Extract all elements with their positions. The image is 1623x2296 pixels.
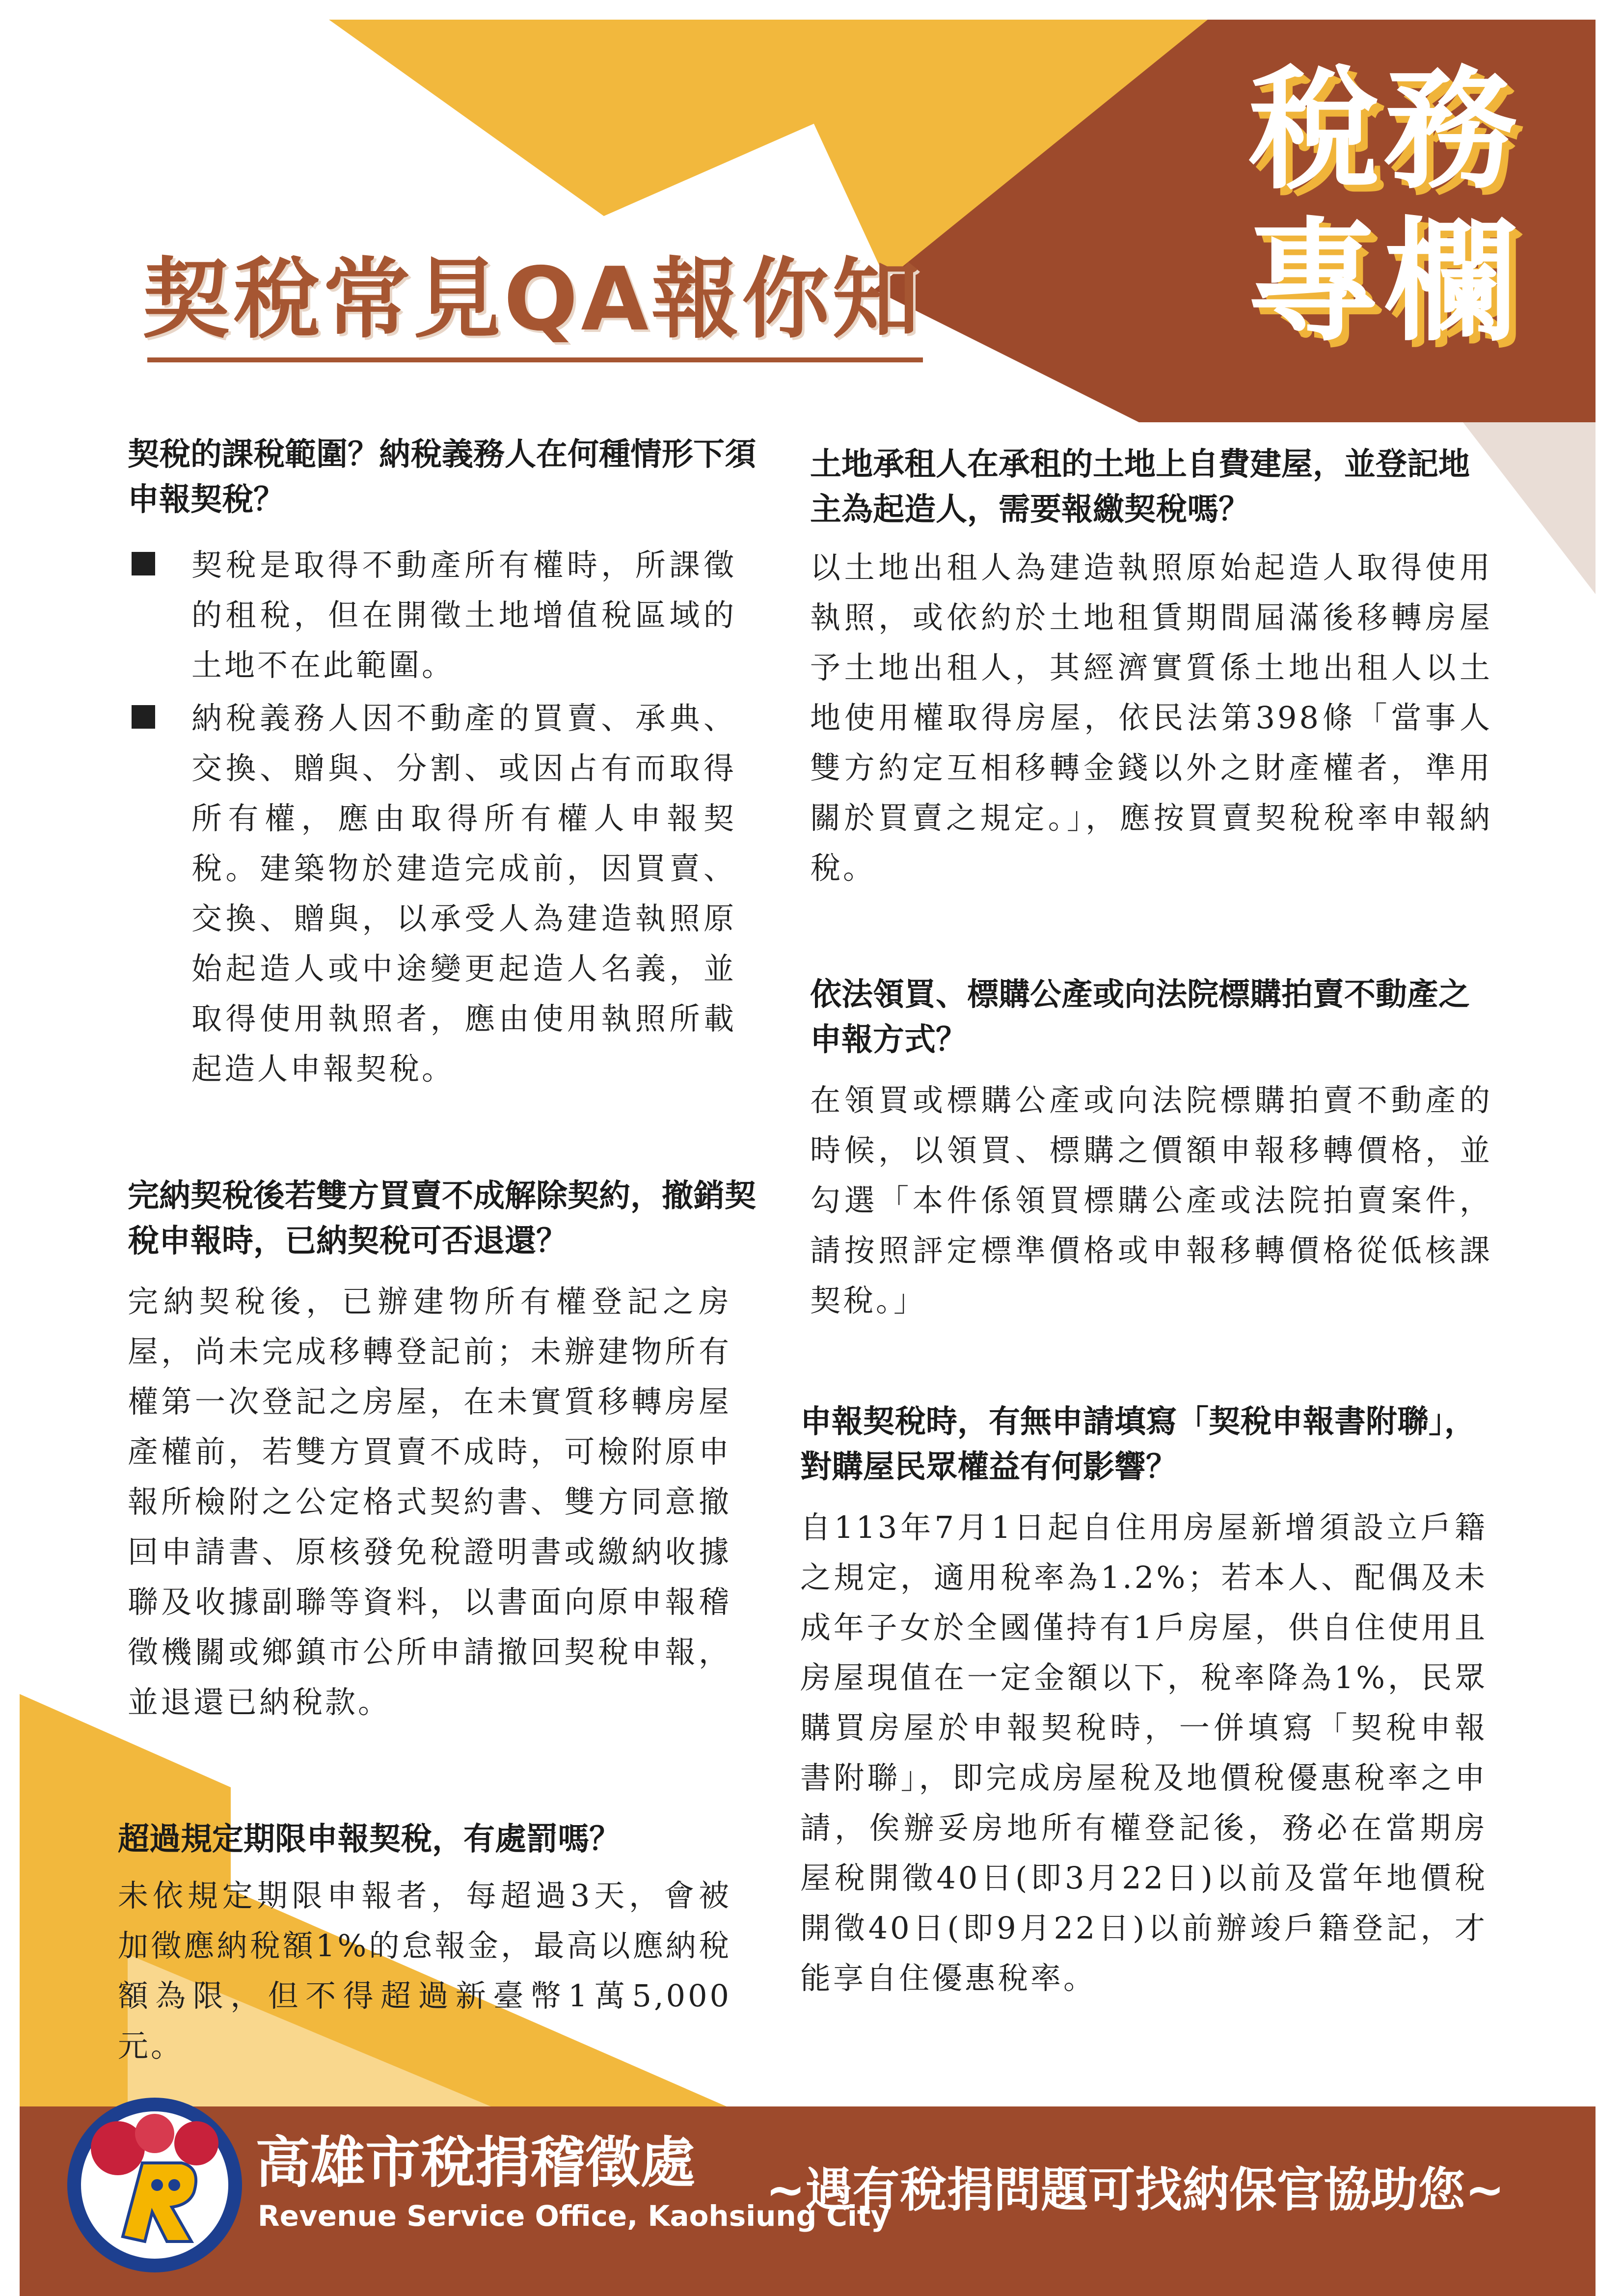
- scope-bullet-list: [128, 540, 736, 1097]
- question-public-auction: 依法領買、標購公產或向法院標購拍賣不動產之申報方式？: [810, 977, 1470, 1058]
- answer-public-auction: 在領買或標購公產或向法院標購拍賣不動產的時候，以領買、標購之價額申報移轉價格，並勾選「本件係領買標購公產或法院拍賣案件，請按照評定標準價格或申報移轉價格從低核課契稅。」: [810, 1082, 1492, 1318]
- office-name-english: Revenue Service Office, Kaohsiung City: [258, 2199, 890, 2233]
- square-bullet-icon: [132, 705, 155, 729]
- column-tag-line1: 稅務: [1247, 53, 1522, 207]
- list-item: [128, 693, 736, 1094]
- bullet-text: 納稅義務人因不動產的買賣、承典、交換、贈與、分割、或因占有而取得所有權，應由取得所有權人申報契稅。建築物於建造完成前，因買賣、交換、贈與，以承受人為建造執照原始起造人或中途變更起造人名義，並取得使用執照者，應由使用執照所載起造人申報契稅。: [191, 700, 736, 1087]
- question-penalty: 超過規定期限申報契稅，有處罰嗎？: [118, 1821, 621, 1858]
- column-tag-line2: 專欄: [1247, 205, 1522, 359]
- list-item: [128, 540, 736, 690]
- question-scope: 契稅的課稅範圍？納稅義務人在何種情形下須申報契稅？: [128, 437, 756, 518]
- column-tag: [1247, 54, 1600, 358]
- answer-attached-form: 自113年7月1日起自住用房屋新增須設立戶籍之規定，適用稅率為1.2%；若本人、配偶及未成年子女於全國僅持有1戶房屋，供自住使用且房屋現值在一定金額以下，稅率降為1%，民眾購買房屋於申報契稅時，一併填寫「契稅申報書附聯」，即完成房屋稅及地價稅優惠稅率之申請，俟辦妥房地所有權登記後，務必在當期房屋稅開徵40日(即3月22日)以前及當年地價稅開徵40日(即9月22日)以前辦竣戶籍登記，才能享自住優惠稅率。: [800, 1509, 1488, 1996]
- answer-refund: 完納契稅後，已辦建物所有權登記之房屋，尚未完成移轉登記前；未辦建物所有權第一次登記之房屋，在未實質移轉房屋產權前，若雙方買賣不成時，可檢附原申報所檢附之公定格式契約書、雙方同意撤回申請書、原核發免稅證明書或繳納收據聯及收據副聯等資料，以書面向原申報稽徵機關或鄉鎮市公所申請撤回契稅申報，並退還已納稅款。: [128, 1284, 731, 1720]
- answer-penalty: 未依規定期限申報者，每超過3天，會被加徵應納稅額1%的怠報金，最高以應納稅額為限，但不得超過新臺幣1萬5,000元。: [118, 1878, 731, 2064]
- square-bullet-icon: [132, 552, 155, 575]
- footer-slogan: ~遇有稅捐問題可找納保官協助您~: [766, 2162, 1505, 2217]
- question-refund: 完納契稅後若雙方買賣不成解除契約，撤銷契稅申報時，已納契稅可否退還？: [128, 1178, 756, 1259]
- bullet-text: 契稅是取得不動產所有權時，所課徵的租稅，但在開徵土地增值稅區域的土地不在此範圍。: [191, 547, 736, 683]
- office-name: 高雄市稅捐稽徵處: [255, 2131, 695, 2195]
- question-attached-form: 申報契稅時，有無申請填寫「契稅申報書附聯」，對購屋民眾權益有何影響？: [800, 1404, 1476, 1485]
- tax-mascot-logo-icon: [64, 2094, 245, 2276]
- question-lessee-building: 土地承租人在承租的土地上自費建屋，並登記地主為起造人，需要報繳契稅嗎？: [810, 446, 1470, 528]
- title-underline: [147, 357, 923, 362]
- answer-lessee-building: 以土地出租人為建造執照原始起造人取得使用執照，或依約於土地租賃期間屆滿後移轉房屋予土地出租人，其經濟實質係土地出租人以土地使用權取得房屋，依民法第398條「當事人雙方約定互相移轉金錢以外之財產權者，準用關於買賣之規定。」，應按買賣契稅稅率申報納稅。: [810, 549, 1492, 886]
- page-title: 契稅常見QA報你知: [142, 248, 923, 350]
